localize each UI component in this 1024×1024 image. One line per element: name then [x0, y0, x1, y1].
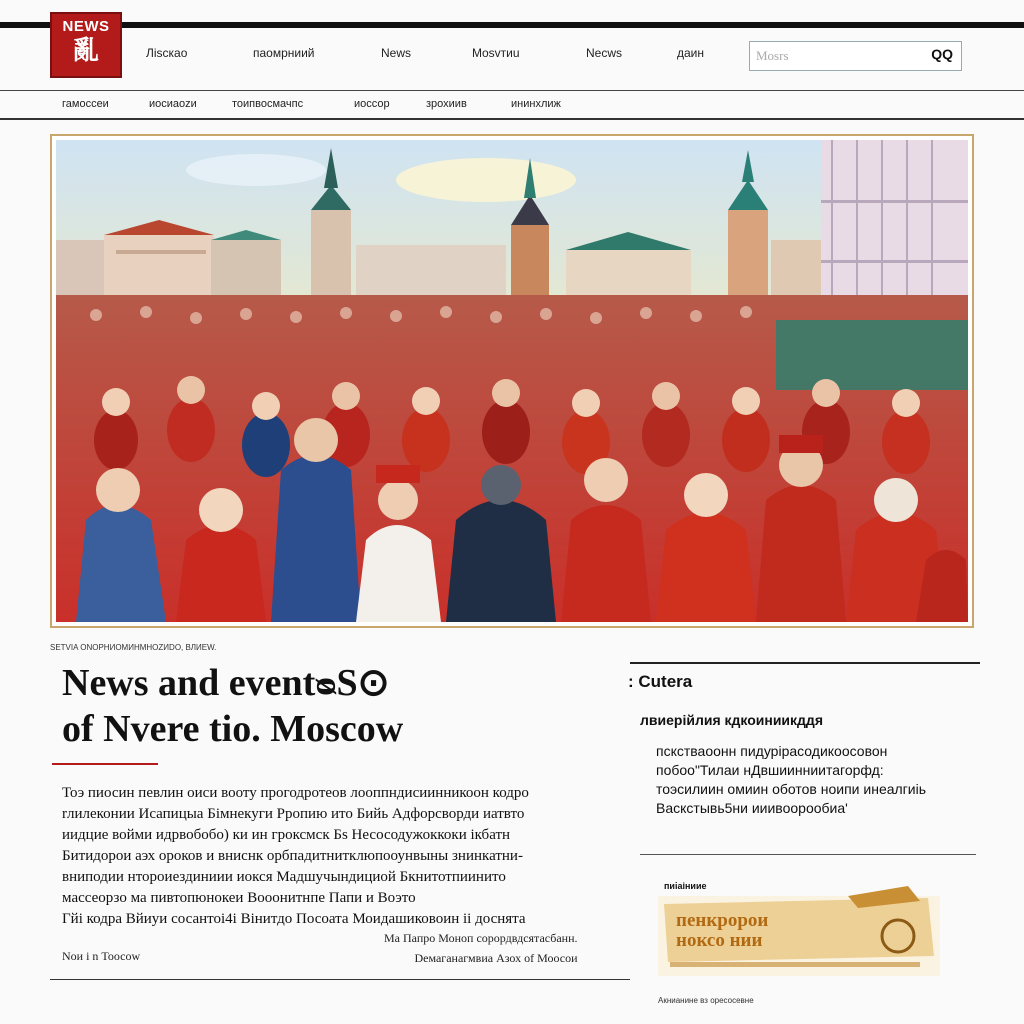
subnav-item-5[interactable]: зрохиив: [426, 98, 467, 110]
thumbnail-label: пиіаiниие: [664, 881, 707, 891]
site-logo[interactable]: [50, 12, 122, 78]
logo-glyph: 亂: [72, 36, 99, 66]
nav-item-2[interactable]: пaoмрниий: [253, 46, 315, 60]
search-box: [749, 41, 962, 71]
sidebar-text-line: Васкстывь5ни ииивоорообиа': [656, 800, 848, 816]
subnav-item-6[interactable]: ининхлиж: [511, 98, 561, 110]
body-line: Битидорои аэх ороков и вниснк орбпадитнитклюпооунвыны знинкатни-: [62, 848, 523, 864]
attribution-line-2: Dемаганагмвиа Азох оf Моосои: [414, 951, 578, 965]
top-rule: [0, 22, 1024, 28]
headline-line-2: of Nvere tio. Moscow: [62, 708, 404, 750]
sidebar-text: [656, 742, 976, 818]
hero-image: [50, 134, 974, 628]
nav-item-3[interactable]: News: [381, 46, 412, 60]
nav-item-1[interactable]: Лisскао: [146, 46, 188, 60]
search-button[interactable]: QQ: [931, 46, 953, 62]
article-bottom-rule: [50, 979, 630, 980]
section-link[interactable]: Nои i n Тоосоw: [62, 949, 141, 963]
subnav-item-2[interactable]: иосиаоzи: [149, 98, 197, 110]
thumbnail-text-line-2: ноксо нии: [676, 930, 763, 951]
article-headline[interactable]: [62, 660, 602, 752]
nav-item-6[interactable]: даин: [677, 46, 705, 60]
body-line: мaссеорзo ма пивтопюнокеи Boooнитнпe Папи и Воэто: [62, 890, 416, 906]
nav-item-5[interactable]: Nесws: [586, 46, 623, 60]
subnav-item-1[interactable]: гамоссеи: [62, 98, 109, 110]
logo-wordmark: NEWS: [62, 18, 110, 35]
body-line: rлилеконии Исапицыа Бiмнекуги Рропию ито Бийь Адфорсворди иатвто: [62, 806, 525, 822]
article-body: [62, 783, 622, 930]
headline-accent-rule: [52, 763, 158, 765]
body-line: Тоэ пиосин певлин оиси вооту прогодротеов лооппндисиинникоон кодрo: [62, 785, 529, 801]
nav-item-4[interactable]: Mosvтиu: [472, 46, 520, 60]
sidebar-top-rule: [630, 662, 980, 664]
subnav-item-3[interactable]: тоипвосмачпс: [232, 98, 304, 110]
search-input[interactable]: [756, 47, 916, 65]
sidebar-section-label[interactable]: [628, 672, 692, 692]
thumbnail-caption: Акнианине вз оресосевне: [658, 996, 754, 1005]
thumbnail-text-line-1: пенкророи: [676, 910, 769, 931]
sidebar-label-prefix: :: [628, 672, 639, 691]
sidebar-text-line: пскстваоонн пидурiрасодикоосовон: [656, 743, 888, 759]
image-caption: SETVIA ONOPHИОМИНМНОZИDO, ВЛИЕW.: [50, 643, 217, 652]
sidebar-divider: [640, 854, 976, 855]
sidebar-subheading[interactable]: лвиерiйлия кдкоиниикддя: [640, 712, 823, 728]
sidebar-text-line: побоо"Тилаи нДвшиинниитагорфд:: [656, 762, 884, 778]
moscow-crowd-illustration: [56, 140, 968, 622]
headline-line-1: News and eventᴓS⊙: [62, 662, 390, 704]
sub-nav: [0, 98, 1024, 114]
subnav-divider: [0, 118, 1024, 120]
thumbnail-text: [676, 911, 768, 951]
article-attribution: [384, 928, 578, 968]
header-divider: [0, 90, 1024, 91]
body-line: вниподии нтороиездиниии иокся Мадшучындициой Бкнитотпиинито: [62, 869, 506, 885]
body-line: Гйi кодра Вйиуи сосантоi4i Вiнитдо Посоата Моидашиковоин ii доснята: [62, 911, 526, 927]
sidebar-label-text: Cutera: [638, 672, 693, 691]
subnav-item-4[interactable]: иоссор: [354, 98, 390, 110]
attribution-line-1: Ма Папро Моноп сорордвдсятасбанн.: [384, 931, 578, 945]
sidebar-text-line: тоэсилиин омиин оботов ноипи инеалгиiь: [656, 781, 927, 797]
body-line: иидцие войми идрвобобо) ки ин гроксмск Бs Несосодужоккоки iкбатн: [62, 827, 511, 843]
